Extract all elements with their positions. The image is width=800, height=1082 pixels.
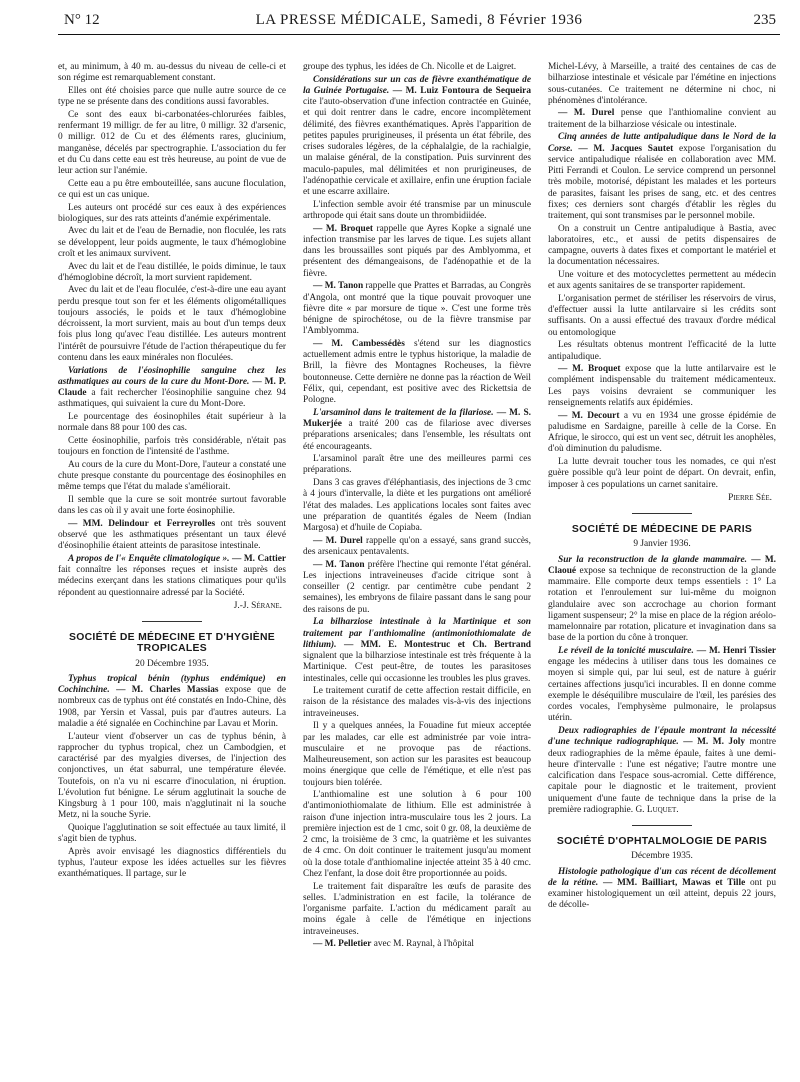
article-heading: A propos de l'« Enquête climatologique ». [68, 553, 230, 564]
paragraph: — M. Tanon rappelle que Prattes et Barradas, au Congrès d'Angola, ont montré que la tique pouvait provoquer une fièvre dite « par morsure de tique ». C'est une forme très bénigne de spirochétose, ou de la fièvre transmise par l'Amblyomma. [303, 281, 531, 337]
paragraph: Il semble que la cure se soit montrée surtout favorable dans les cas où il y avait une forte éosinophilie. [58, 494, 286, 517]
session-date: 9 Janvier 1936. [633, 539, 691, 550]
page-header [58, 6, 780, 35]
paragraph: Elles ont été choisies parce que nulle autre source de ce type ne se présente dans des conditions aussi favorables. [58, 85, 286, 108]
paragraph: Le traitement fait disparaître les œufs de parasite des selles. L'administration en est facile, la tolérance de l'organisme parfaite. L'action du médicament paraît au moins égale à celle de l'émétique en injections intraveineuses. [303, 881, 531, 937]
author: — M. Decourt [558, 410, 620, 421]
paragraph: L'auteur vient d'observer un cas de typhus bénin, à rapprocher du typhus tropical, chez un Cambodgien, et caractérisé par des myalgies diverses, de l'injection des conjonctives, un état saburral, une température élevée. Toutefois, on n'a vu ni escarre d'inoculation, ni éruption. L'évolution fut bénigne. Le sérum agglutinait la souche de Kingsburg à 1 pour 100, mais n'agglutinait ni la souche Metz, ni la souche Syrie. [58, 731, 286, 821]
article-heading: L'arsaminol dans le traitement de la filariose. [313, 407, 494, 418]
signature: G. Luquet. [635, 804, 679, 815]
author: — MM. Bailliart, Mawas et Tille [602, 877, 746, 888]
paragraph: Une voiture et des motocyclettes permettent au médecin et aux agents sanitaires de se transporter rapidement. [548, 270, 776, 292]
author: — M. Cambessédès [313, 338, 405, 349]
article-paragraph: La bilharziose intestinale à la Martinique et son traitement par l'anthiomaline (antimoniothiomalate de lithium). — MM. E. Montestruc et Ch. Bertrand signalent que la bilharziose intestinale est très fréquente à la Martinique. C'est peut-être, de toutes les parasitoses intestinales, celle qui occasionne les troubles les plus graves. [303, 617, 531, 684]
author: — M. Charles Massias [116, 685, 219, 696]
section-heading: SOCIÉTÉ D'OPHTALMOLOGIE DE PARIS [556, 836, 768, 848]
paragraph: Les auteurs ont procédé sur ces eaux à des expériences biologiques, sur des rats atteints d'anémie expérimentale. [58, 202, 286, 224]
column-2 [303, 62, 531, 1077]
author: — M. Durel [313, 535, 363, 546]
article-heading: Sur la reconstruction de la glande mammaire. [558, 554, 747, 565]
page-number: 235 [753, 12, 776, 28]
paragraph: — M. Decourt a vu en 1934 une grosse épidémie de paludisme en Sardaigne, pareille à celle de la Corse. En Afrique, le sirocco, qui est un vent sec, détruit les anophèles, d'où diminution du paludisme. [548, 410, 776, 455]
text-columns [58, 62, 781, 1077]
issue-number: N° 12 [64, 12, 100, 28]
divider [632, 825, 692, 826]
article-heading: Histologie pathologique d'un cas récent de décollement de la rétine. [548, 866, 776, 888]
paragraph: Ce sont des eaux bi-carbonatées-chlorurées faibles, renfermant 19 milligr. de fer au litre, 0 milligr. 32 d'arsenic, 0 milligr. 012 de Cu et des éléments rares, glucinium, manganèse, décelés par spectrographie. L'association du fer et du Cu dans cette eau est très heureuse, au point de vue de leur action sur l'anémie. [58, 109, 286, 177]
column-3 [548, 62, 776, 1077]
author: — M. P. Claude [58, 376, 286, 399]
paragraph: — M. Broquet rappelle que Ayres Kopke a signalé une infection transmise par les larves de tique. Les sujets allant dans les broussailles sont piqués par des Amblyomma, et présentent des démangeaisons, de l'adénopathie et de la fièvre. [303, 223, 531, 279]
author: — M. M. Joly [683, 737, 746, 748]
article-paragraph: Cinq années de lutte antipaludique dans le Nord de la Corse. — M. Jacques Sautet expose l'organisation du service antipaludique réalisée en collaboration avec MM. Pitti Ferrandi et Coulon. Le service comprend un personnel très mobile, motorisé, dépistant les malades et les porteurs de parasites, faisant les prises de sang, etc. et des centres fixes; ces derniers sont chargés d'établir les règles du traitement, qui sont transmises par le personnel mobile. [548, 132, 776, 222]
article-heading: Le réveil de la tonicité musculaire. [558, 645, 694, 656]
section-heading: SOCIÉTÉ DE MÉDECINE DE PARIS [571, 524, 753, 536]
author: — MM. Delindour et Ferreyrolles [68, 518, 216, 529]
journal-title: LA PRESSE MÉDICALE, Samedi, 8 Février 1936 [255, 12, 583, 28]
paragraph: — M. Cambessédès s'étend sur les diagnostics actuellement admis entre le typhus historique, la maladie de Brill, la fièvre des Montagnes Rocheuses, la fièvre boutonneuse. Cette dernière ne donne pas la réaction de Weil Félix, qui, cependant, est positive avec des Rickettsia de Pologne. [303, 338, 531, 406]
paragraph: Il y a quelques années, la Fouadine fut mieux acceptée par les malades, car elle est administrée par voie intra-musculaire et ne provoque pas de réactions. Malheureusement, son action sur les parasites est beaucoup moins énergique que celle de l'émétique, et elle n'est pas toujours bien tolérée. [303, 721, 531, 788]
article-heading: Typhus tropical bénin (typhus endémique) en Cochinchine. [58, 673, 286, 696]
author: — M. Henri Tissier [696, 645, 776, 656]
author: — M. Tanon [313, 281, 364, 292]
paragraph: Les résultats obtenus montrent l'efficacité de la lutte antipaludique. [548, 340, 776, 362]
paragraph: Michel-Lévy, à Marseille, a traité des centaines de cas de bilharziose intestinale et vésicale par l'émétine en injections sous-cutanées. Ce traitement ne détermine ni choc, ni phénomènes d'intolérance. [548, 62, 776, 106]
paragraph: L'anthiomaline est une solution à 6 pour 100 d'antimoniothiomalate de lithium. Elle est administrée à raison d'une injection intra-musculaire tous les 2 jours. La première injection est de 1 cmc, soit 0 gr. 08, la deuxième de 2 cmc, la troisième de 3 cmc, la quatrième et les suivantes de 4 cmc. On doit continuer le traitement jusqu'au moment où la dose totale d'anthiomaline injectée atteint 35 à 40 cmc. Chez l'enfant, la dose doit être proportionnée au poids. [303, 790, 531, 879]
author: — M. Broquet [313, 223, 374, 234]
paragraph: — M. Tanon préfère l'hectine qui remonte l'état général. Les injections intraveineuses d'acide citrique sont à conseiller (2 centigr. par centimètre cube pendant 2 semaines), les embryons de filaire passant dans le sang pour des raisons de pu. [303, 559, 531, 615]
paragraph: — MM. Delindour et Ferreyrolles ont très souvent observé que les asthmatiques présentant un taux élevé d'éosinophilie étaient atteints de parasitose intestinale. [58, 518, 286, 552]
article-heading: Cinq années de lutte antipaludique dans le Nord de la Corse. [548, 132, 776, 154]
paragraph: Après avoir envisagé les diagnostics différentiels du typhus, l'auteur expose les idées actuelles sur les fièvres exanthématiques. Il partage, sur le [58, 846, 286, 880]
paragraph: Cette eau a pu être embouteillée, sans aucune floculation, ce qui est un cas unique. [58, 178, 286, 200]
author: — M. Claoué [548, 554, 776, 576]
paragraph: Le pourcentage des éosinophiles était supérieur à la normale dans 88 pour 100 des cas. [58, 412, 286, 434]
section-heading: SOCIÉTÉ DE MÉDECINE ET D'HYGIÈNE TROPICALES [68, 632, 276, 655]
divider [142, 621, 202, 622]
paragraph: L'organisation permet de stériliser les réservoirs de virus, d'effectuer aussi la lutte antilarvaire si les crédits sont suffisants. On a aussi effectué des travaux d'ordre médical ou entomologique [548, 293, 776, 338]
paragraph: L'arsaminol paraît être une des meilleures parmi ces préparations. [303, 454, 531, 476]
signature: J.-J. Sérane. [233, 600, 282, 611]
article-heading: Variations de l'éosinophilie sanguine chez les asthmatiques au cours de la cure du Mont-Dore. [58, 365, 286, 387]
article-heading: Considérations sur un cas de fièvre exanthématique de la Guinée Portugaise. [303, 74, 531, 96]
paragraph: La lutte devrait toucher tous les nomades, ce qui n'est guère possible qu'à leur point de départ. On devrait, enfin, imposer à ces populations un carnet sanitaire. [548, 457, 776, 490]
paragraph: Avec du lait et de l'eau de Bernadie, non floculée, les rats se développent, leur poids augmente, le taux d'hémoglobine croît et les animaux survivent. [58, 226, 286, 259]
paragraph: Avec du lait et de l'eau distillée, le poids diminue, le taux d'hémoglobine décroît, la mort survient rapidement. [58, 261, 286, 283]
author: — M. Cattier [232, 553, 286, 564]
signature: Pierre Sée. [728, 492, 772, 503]
paragraph: — M. Durel rappelle qu'on a essayé, sans grand succès, des arsenicaux pentavalents. [303, 535, 531, 558]
paragraph: Au cours de la cure du Mont-Dore, l'auteur a constaté une chute presque constante du pourcentage des éosinophiles en même temps que l'état du malade s'améliorait. [58, 459, 286, 493]
author: — M. Luiz Fontoura de Sequeira [392, 85, 531, 96]
article-paragraph: Histologie pathologique d'un cas récent de décollement de la rétine. — MM. Bailliart, Mawas et Tille ont pu examiner histologiquement un œil atteint, depuis 22 jours, de décolle- [548, 866, 776, 911]
article-paragraph: Sur la reconstruction de la glande mammaire. — M. Claoué expose sa technique de reconstruction de la glande mammaire. Elle comporte deux temps essentiels : 1° La rotation et l'enroulement sur lui-même du moignon glandulaire avec son accrochage au chorion formant ligament suspenseur; 2° la mise en place de la région aréolo-mamelonnaire par rotation, plicature et invagination dans sa base de la portion du cône à tronquer. [548, 554, 776, 644]
author: — MM. E. Montestruc et Ch. Bertrand [343, 639, 531, 650]
paragraph: groupe des typhus, les idées de Ch. Nicolle et de Laigret. [303, 62, 517, 72]
column-1 [58, 62, 286, 1077]
divider [632, 513, 692, 514]
article-paragraph: L'arsaminol dans le traitement de la filariose. — M. S. Mukerjée a traité 200 cas de filariose avec diverses préparations arsenicales; dans l'ensemble, les résultats ont été encourageants. [303, 407, 531, 452]
paragraph: Le traitement curatif de cette affection restait difficile, en raison de la résistance des malades vis-à-vis des injections intraveineuses. [303, 686, 531, 719]
article-paragraph: Considérations sur un cas de fièvre exanthématique de la Guinée Portugaise. — M. Luiz Fontoura de Sequeira cite l'auto-observation d'une infection contractée en Guinée, et qui doit rentrer dans le cadre, encore incomplètement délimité, des fièvres exanthématiques. Après l'apparition de petites papules prurigineuses, il présenta un état fébrile, des crises sudorales légères, de la céphalalgie, de la rachialgie, un malaise général, de la constipation. Puis survinrent des maculo-papules, mal délimitées et non prurigineuses, de l'adénopathie cervicale et axillaire, enfin une éruption faciale et une escarre axillaire. [303, 74, 531, 198]
paragraph: L'infection semble avoir été transmise par un minuscule arthropode qui était sans doute un thrombidiidée. [303, 199, 531, 222]
paragraph: et, au minimum, à 40 m. au-dessus du niveau de celle-ci et son régime est remarquablement constant. [58, 62, 286, 84]
paragraph: — M. Broquet expose que la lutte antilarvaire est le complément indispensable du traitement médicamenteux. Les pays voisins devraient se communiquer les renseignements relatifs aux épidémies. [548, 364, 776, 408]
paragraph: — M. Durel pense que l'anthiomaline convient au traitement de la bilharziose vésicale ou intestinale. [548, 108, 776, 130]
article-heading: La bilharziose intestinale à la Martinique et son traitement par l'anthiomaline (antimoniothiomalate de lithium). [303, 617, 531, 650]
author: — M. Pelletier [313, 939, 372, 950]
article-paragraph: Le réveil de la tonicité musculaire. — M. Henri Tissier engage les médecins à utiliser dans tous les domaines ce moyen si simple qui, par lui seul, est de nature à guérir certaines affections jusqu'ici incurables. Il en donne comme exemple le déséquilibre musculaire de l'œil, les parésies des cordes vocales, l'emphysème pulmonaire, le prolapsus utérin. [548, 645, 776, 724]
paragraph: Dans 3 cas graves d'éléphantiasis, des injections de 3 cmc à 4 jours d'intervalle, la diète et les purgations ont amélioré l'état des malades. Les applications locales sont faites avec une préparation de quantités égales de Neem (Indian Margosa) et d'huile de Copiaba. [303, 478, 531, 534]
author: — M. Durel [558, 108, 615, 119]
article-paragraph: Deux radiographies de l'épaule montrant la nécessité d'une technique radiographique. — M. M. Joly montre deux radiographies de la même épaule, faites à une demi-heure d'intervalle : l'une est négative; l'autre montre une calcification dans l'espace sous-acromial. Cette différence, capitale pour le diagnostic et le traitement, provient uniquement d'une faute de technique dans la prise de la première radiographie. G. Luquet. [548, 726, 776, 815]
session-date: Décembre 1935. [631, 851, 693, 862]
author: — M. Broquet [558, 364, 621, 375]
paragraph: Avec du lait et de l'eau floculée, c'est-à-dire une eau ayant perdu presque tout son fer et les éléments oligométalliques toujours associés, le poids et le taux d'hémoglobine décroissent, la mort survient, mais au bout d'un temps deux fois plus long qu'avec l'eau distillée. Les auteurs montrent l'intérêt de poursuivre l'étude de l'action thérapeutique du fer contenu dans les eaux minérales non floculées. [58, 285, 286, 363]
paragraph: Cette éosinophilie, parfois très considérable, n'était pas toujours en fonction de l'intensité de l'asthme. [58, 435, 286, 458]
author: — M. Tanon [313, 559, 365, 570]
author: — M. Jacques Sautet [578, 143, 674, 154]
paragraph: — M. Pelletier avec M. Raynal, à l'hôpital [313, 939, 474, 950]
author: — M. S. Mukerjée [303, 407, 531, 430]
article-heading: Deux radiographies de l'épaule montrant la nécessité d'une technique radiographique. [548, 726, 776, 748]
article-paragraph: A propos de l'« Enquête climatologique ». — M. Cattier fait connaître les réponses reçues et insiste auprès des médecins exerçant dans les stations climatiques pour qu'ils répondent au questionnaire adressé par la Société. [58, 553, 286, 598]
paragraph: Quoique l'agglutination se soit effectuée au taux limité, il s'agit bien de typhus. [58, 823, 286, 845]
article-paragraph: Variations de l'éosinophilie sanguine chez les asthmatiques au cours de la cure du Mont-Dore. — M. P. Claude a fait rechercher l'éosinophilie sanguine chez 94 asthmatiques, qui suivaient la cure du Mont-Dore. [58, 365, 286, 410]
session-date: 20 Décembre 1935. [135, 658, 209, 669]
paragraph: On a construit un Centre antipaludique à Bastia, avec laboratoires, etc., et aussi de petits dispensaires de campagne, ouverts à dates fixes et comportant le matériel et la documentation nécessaires. [548, 223, 776, 268]
article-paragraph: Typhus tropical bénin (typhus endémique) en Cochinchine. — M. Charles Massias expose que de nombreux cas de typhus ont été constatés en Indo-Chine, dès 1908, par Yersin et Vassal, puis par d'autres auteurs. La maladie a été signalée en Cochinchine par Lavau et Morin. [58, 673, 286, 729]
